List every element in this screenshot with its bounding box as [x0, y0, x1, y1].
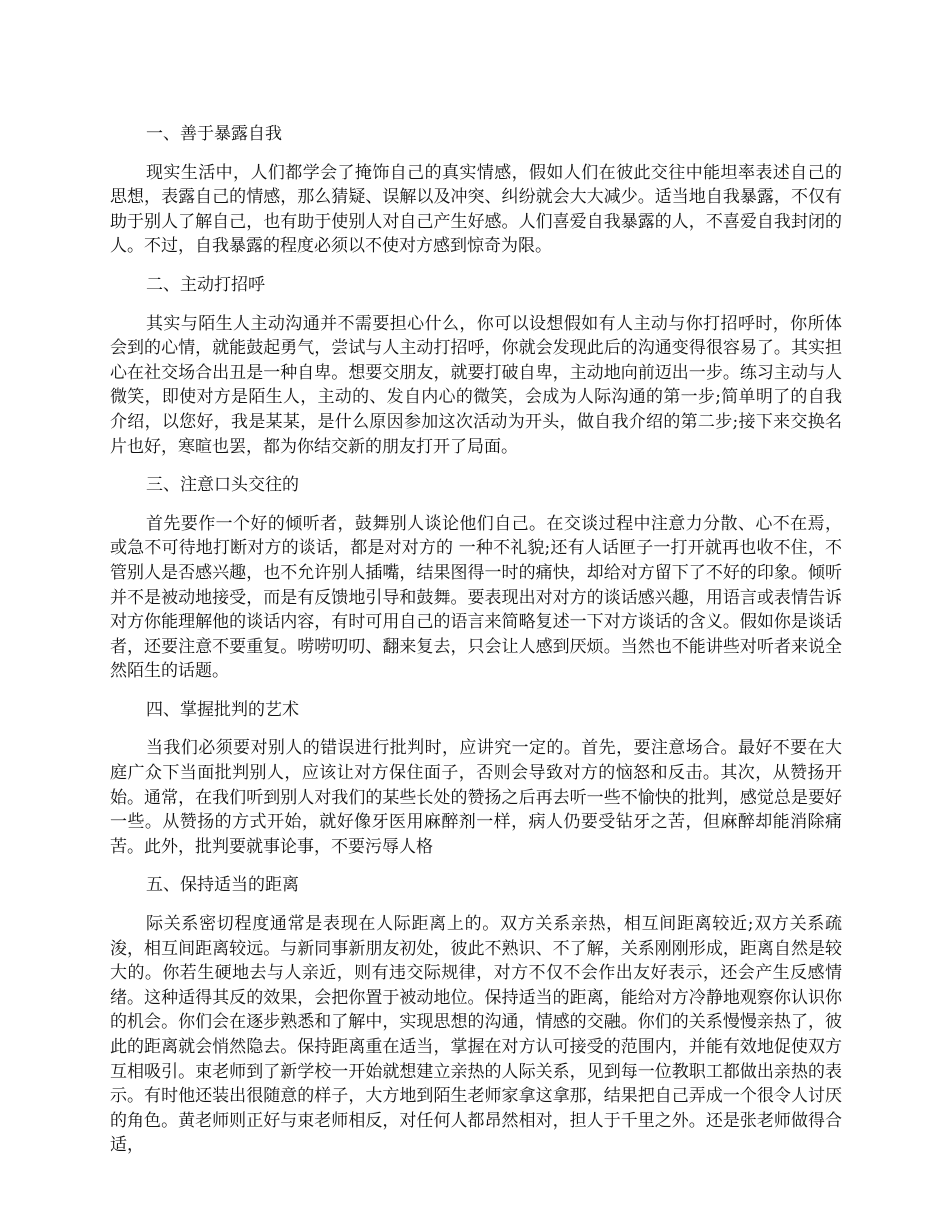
section-paragraph: 首先要作一个好的倾听者，鼓舞别人谈论他们自己。在交谈过程中注意力分散、心不在焉，或急不可待地打断对方的谈话，都是对对方的 一种不礼貌;还有人话匣子一打开就再也收不住，不管别人是否感兴趣，也不允许别人插嘴，结果图得一时的痛快，却给对方留下了不好的印象。倾听并不是被动地接受，而是有反馈地引导和鼓舞。要表现出对对方的谈话感兴趣，用语言或表情告诉对方你能理解他的谈话内容，有时可用自己的语言来简略复述一下对方谈话的含义。假如你是谈话者，还要注意不要重复。唠唠叨叨、翻来复去，只会让人感到厌烦。当然也不能讲些对听者来说全然陌生的话题。 [110, 513, 842, 682]
section-criticism [110, 698, 842, 860]
section-verbal-communication [110, 473, 842, 684]
section-self-disclosure [110, 122, 842, 259]
section-paragraph: 当我们必须要对别人的错误进行批判时，应讲究一定的。首先，要注意场合。最好不要在大庭广众下当面批判别人，应该让对方保住面子，否则会导致对方的恼怒和反击。其次，从赞扬开始。通常，在我们听到别人对我们的某些长处的赞扬之后再去听一些不愉快的批判，感觉总是要好一些。从赞扬的方式开始，就好像牙医用麻醉剂一样，病人仍要受钻牙之苦，但麻醉却能消除痛苦。此外，批判要就事论事，不要污辱人格 [110, 738, 842, 857]
section-paragraph: 其实与陌生人主动沟通并不需要担心什么，你可以设想假如有人主动与你打招呼时，你所体会到的心情，就能鼓起勇气，尝试与人主动打招呼，你就会发现此后的沟通变得很容易了。其实担心在社交场合出丑是一种自卑。想要交朋友，就要打破自卑，主动地向前迈出一步。练习主动与人微笑，即使对方是陌生人，主动的、发自内心的微笑，会成为人际沟通的第一步;简单明了的自我介绍，以您好，我是某某，是什么原因参加这次活动为开头，做自我介绍的第二步;接下来交换名片也好，寒暄也罢，都为你结交新的朋友打开了局面。 [110, 313, 842, 457]
section-heading: 三、注意口头交往的 [146, 475, 299, 496]
section-heading: 二、主动打招呼 [146, 274, 265, 295]
section-heading: 五、保持适当的距离 [146, 875, 299, 896]
section-paragraph: 际关系密切程度通常是表现在人际距离上的。双方关系亲热，相互间距离较近;双方关系疏浚，相互间距离较远。与新同事新朋友初处，彼此不熟识、不了解，关系刚刚形成，距离自然是较大的。你若生硬地去与人亲近，则有违交际规律，对方不仅不会作出友好表示，还会产生反感情绪。这种适得其反的效果，会把你置于被动地位。保持适当的距离，能给对方冷静地观察你认识你的机会。你们会在逐步熟悉和了解中，实现思想的沟通，情感的交融。你们的关系慢慢亲热了，彼此的距离就会悄然隐去。保持距离重在适当，掌握在对方认可接受的范围内，并能有效地促使双方互相吸引。束老师到了新学校一开始就想建立亲热的人际关系，见到每一位教职工都做出亲热的表示。有时他还装出很随意的样子，大方地到陌生老师家拿这拿那，结果把自己弄成一个很令人讨厌的角色。黄老师则正好与束老师相反，对任何人都昂然相对，担人于千里之外。还是张老师做得合适， [110, 914, 842, 1156]
section-heading: 四、掌握批判的艺术 [146, 699, 299, 720]
section-heading: 一、善于暴露自我 [146, 124, 282, 144]
section-greeting [110, 273, 842, 459]
document-page [110, 122, 842, 1172]
section-distance [110, 873, 842, 1158]
section-paragraph: 现实生活中，人们都学会了掩饰自己的真实情感，假如人们在彼此交往中能坦率表述自己的思想，表露自己的情感，那么猜疑、误解以及冲突、纠纷就会大大减少。适当地自我暴露，不仅有助于别人了解自己，也有助于使别人对自己产生好感。人们喜爱自我暴露的人，不喜爱自我封闭的人。不过，自我暴露的程度必须以不使对方感到惊奇为限。 [110, 162, 842, 257]
